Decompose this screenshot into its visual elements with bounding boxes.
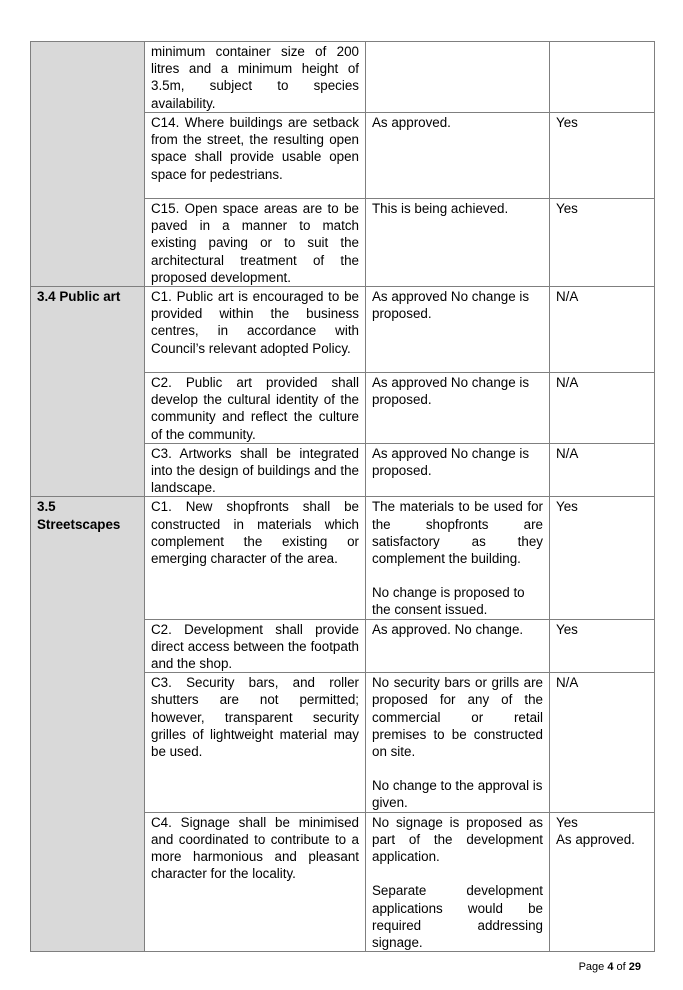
- control-cell: C1. New shopfronts shall be constructed in materials which complement the existing or emerging character of the area.: [145, 497, 366, 619]
- section-cell: [31, 42, 145, 287]
- comment-cell: As approved. No change.: [366, 619, 550, 673]
- control-cell: C3. Artworks shall be integrated into the design of buildings and the landscape.: [145, 443, 366, 497]
- page-of-label: of: [613, 961, 629, 973]
- section-label: 3.5 Streetscapes: [37, 499, 121, 532]
- compliance-table: [30, 41, 655, 952]
- comment-cell: No security bars or grills are proposed for any of the commercial or retail premises to be constructed on site. No change to the approval is given.: [366, 673, 550, 812]
- section-cell: [31, 497, 145, 952]
- page-label: Page: [578, 961, 608, 973]
- result-cell: [550, 42, 655, 113]
- control-cell: C3. Security bars, and roller shutters are not permitted; however, transparent security grilles of lightweight material may be used.: [145, 673, 366, 812]
- result-cell: Yes: [550, 113, 655, 199]
- control-cell: C4. Signage shall be minimised and coordinated to contribute to a more harmonious and pleasant character for the locality.: [145, 812, 366, 951]
- control-cell: minimum container size of 200 litres and a minimum height of 3.5m, subject to species availability.: [145, 42, 366, 113]
- result-cell: N/A: [550, 673, 655, 812]
- control-cell: C2. Public art provided shall develop the cultural identity of the community and reflect the culture of the community.: [145, 373, 366, 444]
- result-cell: Yes: [550, 199, 655, 287]
- result-cell: N/A: [550, 443, 655, 497]
- result-cell: Yes As approved.: [550, 812, 655, 951]
- comment-cell: As approved No change is proposed.: [366, 287, 550, 373]
- table-row: [31, 497, 655, 619]
- control-cell: C15. Open space areas are to be paved in a manner to match existing paving or to suit the architectural treatment of the proposed development.: [145, 199, 366, 287]
- current-page: 4: [607, 961, 614, 973]
- page-footer: [579, 961, 641, 973]
- control-cell: C2. Development shall provide direct access between the footpath and the shop.: [145, 619, 366, 673]
- table-row: [31, 42, 655, 113]
- comment-cell: This is being achieved.: [366, 199, 550, 287]
- result-cell: Yes: [550, 619, 655, 673]
- control-cell: C14. Where buildings are setback from the street, the resulting open space shall provide usable open space for pedestrians.: [145, 113, 366, 199]
- comment-cell: As approved No change is proposed.: [366, 373, 550, 444]
- control-cell: C1. Public art is encouraged to be provided within the business centres, in accordance with Council’s relevant adopted Policy.: [145, 287, 366, 373]
- comment-cell: No signage is proposed as part of the development application. Separate development applications would be required addressing signage.: [366, 812, 550, 951]
- total-pages: 29: [628, 961, 641, 973]
- comment-cell: As approved.: [366, 113, 550, 199]
- result-cell: N/A: [550, 287, 655, 373]
- section-label: 3.4 Public art: [37, 289, 121, 305]
- comment-cell: [366, 42, 550, 113]
- section-cell: [31, 287, 145, 497]
- comment-cell: As approved No change is proposed.: [366, 443, 550, 497]
- result-cell: Yes: [550, 497, 655, 619]
- table-row: [31, 287, 655, 373]
- result-cell: N/A: [550, 373, 655, 444]
- comment-cell: The materials to be used for the shopfronts are satisfactory as they complement the building. No change is proposed to the consent issued.: [366, 497, 550, 619]
